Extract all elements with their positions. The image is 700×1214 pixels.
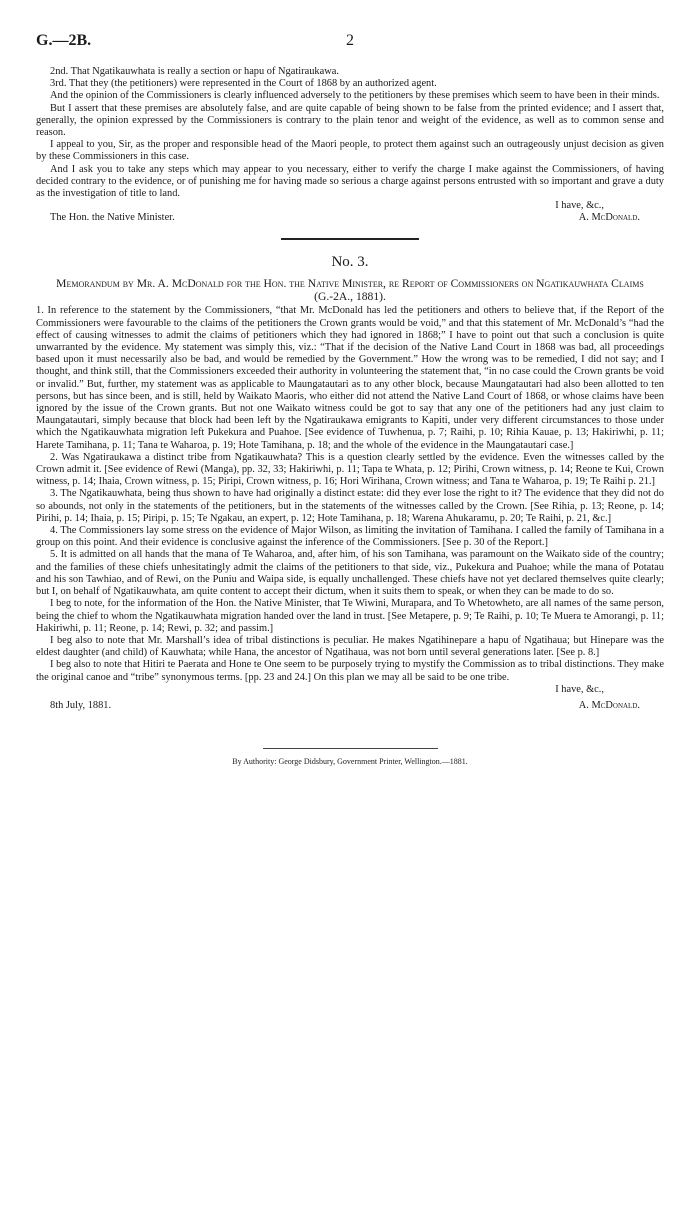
memo-date: 8th July, 1881. xyxy=(50,699,112,711)
page-number: 2 xyxy=(346,32,354,49)
memo-paragraph: 4. The Commissioners lay some stress on the evidence of Major Wilson, as limiting the invitation of Tamihana. I called the family of Tamihana in a group on this point. And their evidence is conclusive against the inference of the Commissioners. [See p. 30 of the Report.] xyxy=(36,525,664,549)
memo-closing-line xyxy=(36,684,664,696)
printer-imprint: By Authority: George Didsbury, Government Printer, Wellington.—1881. xyxy=(232,757,468,767)
memo-paragraph: I beg also to note that Hitiri te Paerata and Hone te One seem to be purposely trying to mystify the Commission as to tribal distinctions. They make the original canoe and “tribe” synonymous terms. [pp. 23 and 24.] On this plan we may all be said to be one tribe. xyxy=(36,659,664,683)
memo-title-text: Memorandum by Mr. A. McDonald for the Hon. the Native Minister, re Report of Commissioners on Ngatikauwhata Claims (G.-2A., 1881). xyxy=(56,276,644,304)
memo-paragraph: I beg also to note that Mr. Marshall’s idea of tribal distinctions is peculiar. He makes Ngatihinepare a hapu of Ngatihaua; but Hinepare was the eldest daughter (and child) of Kauwhata; while Hana, the ancestor of Ngatihaua, was not born until several generations later. [See p. 8.] xyxy=(36,634,664,659)
memo-signature: A. McDonald. xyxy=(578,699,640,711)
footer-divider xyxy=(263,748,438,749)
letter-paragraph: 3rd. That they (the petitioners) were represented in the Court of 1868 by an authorized agent. xyxy=(50,78,437,90)
letter-closing: I have, &c., xyxy=(555,200,604,212)
section-number: No. 3. xyxy=(331,253,369,270)
document-page xyxy=(36,32,664,766)
memo-closing: I have, &c., xyxy=(555,683,604,695)
memo-paragraph: 2. Was Ngatiraukawa a distinct tribe from Ngatikauwhata? This is a question clearly settled by the evidence. Even the witnesses called by the Crown admit it. [See evidence of Rewi (Manga), pp. 32, 33; Hakiriwhi, p. 11; Tapa te Whata, p. 12; Pirihi, Crown witness, p. 14; Reone te Kui, Crown witness, p. 14; Ihaia, Crown witness, p. 15; Piripi, Crown witness, p. 16; Hori Wirihana, Crown witness; and Tana te Waharoa, p. 19; Te Raihi p. 21.] xyxy=(36,451,664,488)
letter-addressee: The Hon. the Native Minister. xyxy=(50,212,175,224)
memo-signature-line xyxy=(36,700,664,712)
memo-body xyxy=(36,305,664,683)
letter-paragraph: I appeal to you, Sir, as the proper and responsible head of the Maori people, to protect them against such an outrageously unjust decision as given by these Commissioners in this case. xyxy=(36,139,664,163)
letter-paragraph: But I assert that these premises are absolutely false, and are quite capable of being shown to be false from the printed evidence; and I assert that, generally, the opinion expressed by the Commissioners is contrary to the plain tenor and weight of the evidence, as well as to common sense and reason. xyxy=(36,102,664,139)
letter-paragraph: And the opinion of the Commissioners is clearly influenced adversely to the petitioners by these premises which seem to have been in their minds. xyxy=(50,90,660,102)
letter-signature: A. McDonald. xyxy=(578,212,640,224)
memo-title xyxy=(46,277,654,304)
memo-paragraph: 3. The Ngatikauwhata, being thus shown to have had originally a distinct estate: did they ever lose the right to it? The evidence that they did not do so abounds, not only in the statements of the petitioners, but in the statements of the witnesses called by the Crown. [See Rihia, p. 13; Reone, p. 14; Pirihi, p. 14; Ihaia, p. 15; Piripi, p. 15; Te Ngakau, an expert, p. 12; Hote Tamihana, p. 18; Warena Ahukaramu, p. 20; Te Raihi, p. 21, &c.] xyxy=(36,488,664,524)
series-code: G.—2B. xyxy=(36,32,92,49)
letter-body xyxy=(36,66,664,200)
letter-paragraph: And I ask you to take any steps which may appear to you necessary, either to verify the charge I make against the Commissioners, of having decided contrary to the evidence, or of punishing me for having made so serious a charge against persons entrusted with so important and grave a duty as the investigation of title to land. xyxy=(36,163,664,200)
section-divider xyxy=(281,238,419,240)
letter-closing-line xyxy=(36,200,664,212)
letter-paragraph: 2nd. That Ngatikauwhata is really a section or hapu of Ngatiraukawa. xyxy=(50,66,339,77)
memo-paragraph: I beg to note, for the information of the Hon. the Native Minister, that Te Wiwini, Murapara, and To Whetowheto, are all names of the same person, being the chief to whom the Ngatikauwhata migration handed over the land in trust. [See Metapere, p. 9; Te Raihi, p. 10; Te Muera te Amorangi, p. 11; Hakiriwhi, p. 11; Reone, p. 14; Rewi, p. 32; and passim.] xyxy=(36,598,664,634)
page-header xyxy=(36,32,664,56)
letter-signature-line xyxy=(36,212,664,224)
memo-paragraph: 1. In reference to the statement by the Commissioners, “that Mr. McDonald has led the petitioners and others to believe that, if the Report of the Commissioners were favourable to the claims of the petitioners the Crown grants would be void,” and that this statement of Mr. McDonald’s “had the effect of causing witnesses to admit the claims of petitioners which they had ignored in 1868;” I have to point out that such a conclusion is quite unwarranted by the evidence. My statement was simply this, viz.: “That if the decision of the Native Land Court in 1868 was bad, all proceedings based upon it must necessarily also be bad, and would be remedied by the Government.” How the wrong was to be remedied, I did not say; and I thought, and think still, that the Commissioners exceeded their authority in volunteering the statement that, “in no case could the Crown grants be void or invalid.” But, further, my statement was as applicable to Maungatautari as to any other block, because Maungatautari had also been allotted to ten persons, but has since been, and is still, held by Waikato Maoris, who either did not attend the Native Land Court of 1868, or whose claims have been ignored by the issue of the Crown grants. But not one Waikato witness could be got to say that any one of the petitioners had any just claim to Maungatautari, simply because that block had been left by the Ngatiraukawa emigrants to Kapiti, under very different circumstances to those under which the Ngatikauwhata migration left Pukekura and Puahoe. [See evidence of Tuwhenua, p. 7; Raihi, p. 10; Rihia Kauae, p. 13; Hakiriwhi, p. 11; Harete Tamihana, p. 11; Tana te Waharoa, p. 19; Hote Tamihana, p. 18; and the whole of the evidence in the Maungatautari case.] xyxy=(36,305,664,451)
memo-paragraph: 5. It is admitted on all hands that the mana of Te Waharoa, and, after him, of his son Tamihana, was paramount on the Waikato side of the country; and the families of these chiefs unhesitatingly admit the claims of the petitioners to that side, viz., Pukekura and Puahoe; while the mana of Potatau and his son Tawhiao, and of Rewi, on the Puniu and Waipa side, is equally unchallenged. These chiefs have not yet declared themselves quite clearly; but I, on behalf of Ngatikauwhata, am quite content to accept their dictum, when it suits them to speak, or when they can be made to do so. xyxy=(36,549,664,598)
